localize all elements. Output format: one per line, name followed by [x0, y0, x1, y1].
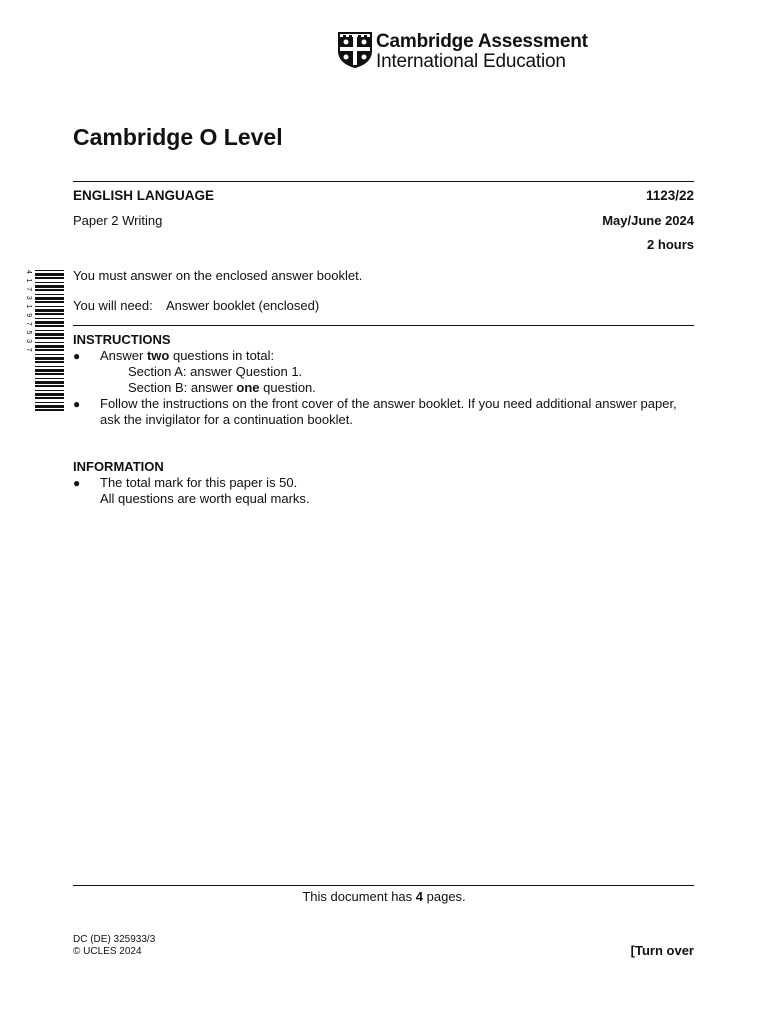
barcode-bar: [35, 357, 64, 360]
barcode-bar: [35, 378, 64, 379]
barcode-bar: [35, 306, 64, 307]
barcode-bar: [35, 345, 64, 348]
barcode-bar: [35, 289, 64, 291]
bullet-icon: ●: [73, 349, 81, 363]
barcode-bar: [35, 409, 64, 411]
information-1: The total mark for this paper is 50.: [100, 475, 298, 490]
barcode-bar: [35, 393, 64, 396]
exam-duration: 2 hours: [647, 237, 694, 252]
footer-divider: [73, 885, 694, 886]
barcode-bar: [35, 397, 64, 399]
bullet-icon: ●: [73, 397, 81, 411]
barcode-bar: [35, 330, 64, 331]
instruction-1-pre: Answer: [100, 348, 147, 363]
barcode-bar: [35, 313, 64, 315]
instruction-1-bold: two: [146, 348, 170, 363]
instruction-2-line1: Follow the instructions on the front cover of the answer booklet. If you need additional answer paper,: [100, 396, 677, 411]
turn-over: [Turn over: [630, 943, 694, 958]
instruction-section-b: [128, 380, 316, 395]
instruction-1: [100, 348, 274, 363]
subject-label: ENGLISH LANGUAGE: [73, 188, 215, 203]
instruction-section-a: Section A: answer Question 1.: [128, 364, 303, 379]
bullet-icon: ●: [73, 476, 81, 490]
barcode-bar: [35, 333, 64, 336]
information-2: All questions are worth equal marks.: [100, 491, 310, 506]
barcode-bar: [35, 405, 64, 408]
barcode-bar: [35, 282, 64, 283]
you-will-need-label: You will need:: [73, 298, 153, 313]
paper-code: 1123/22: [645, 188, 694, 203]
barcode-bar: [35, 366, 64, 367]
barcode-bar: [35, 321, 64, 324]
candidate-number: 4 1 7 3 1 9 7 5 3 7: [25, 270, 32, 354]
answer-note: You must answer on the enclosed answer booklet.: [73, 268, 363, 283]
barcode-bar: [35, 337, 64, 339]
exam-session: May/June 2024: [602, 213, 694, 228]
logo-line1: Cambridge Assessment: [376, 31, 588, 52]
cambridge-crest-icon: [337, 31, 373, 69]
barcode-bar: [35, 318, 64, 319]
logo-line2: International Education: [376, 51, 566, 72]
section-b-pre: Section B: answer: [128, 380, 237, 395]
barcode-bar: [35, 390, 64, 391]
dc-code: DC (DE) 325933/3: [73, 934, 156, 945]
section-b-post: question.: [259, 380, 316, 395]
barcode-bar: [35, 301, 64, 303]
information-heading: INFORMATION: [73, 459, 164, 474]
page-count-pre: This document has: [302, 889, 416, 904]
cambridge-logo: [337, 31, 587, 71]
barcode-bar: [35, 361, 64, 363]
barcode-bar: [35, 309, 64, 312]
barcode-bar: [35, 294, 64, 295]
barcode-bar: [35, 270, 64, 271]
barcode-bar: [35, 369, 64, 372]
barcode-bar: [35, 342, 64, 343]
barcode-bar: [35, 381, 64, 384]
barcode-bar: [35, 297, 64, 300]
barcode-bar: [35, 349, 64, 351]
barcode-bar: [35, 273, 64, 276]
barcode-bar: [35, 277, 64, 279]
barcode-bar: [35, 385, 64, 387]
instruction-1-post: questions in total:: [169, 348, 275, 363]
barcode-bar: [35, 354, 64, 355]
instructions-heading: INSTRUCTIONS: [73, 332, 171, 347]
top-divider: [73, 181, 694, 182]
you-will-need-value: Answer booklet (enclosed): [166, 298, 320, 313]
instruction-2-line2: ask the invigilator for a continuation booklet.: [100, 412, 353, 427]
barcode-bar: [35, 402, 64, 403]
page-count-post: pages.: [423, 889, 466, 904]
barcode-bar: [35, 373, 64, 375]
section-b-bold: one: [236, 380, 260, 395]
page-count-note: [0, 889, 768, 904]
barcode-bar: [35, 325, 64, 327]
instructions-divider: [73, 325, 694, 326]
copyright: © UCLES 2024: [73, 946, 142, 957]
paper-name: Paper 2 Writing: [73, 213, 163, 228]
barcode-bar: [35, 285, 64, 288]
page-title: Cambridge O Level: [73, 124, 283, 150]
page-count-value: 4: [415, 889, 424, 904]
